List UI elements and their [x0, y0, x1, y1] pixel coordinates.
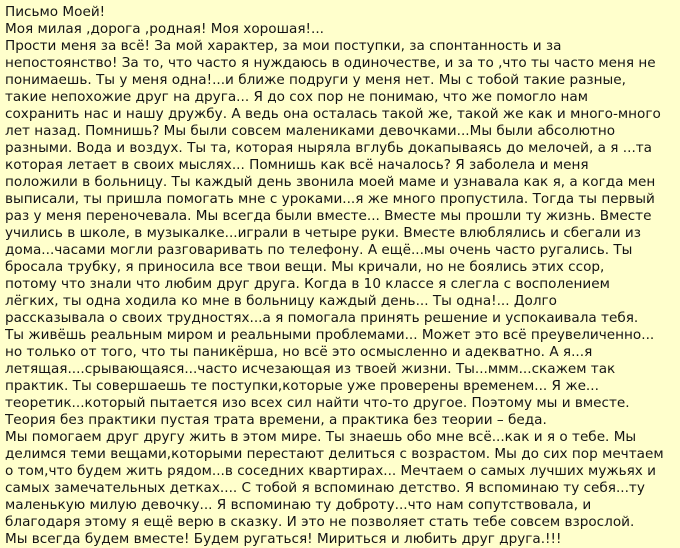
letter-line: практик. Ты совершаешь те поступки,которые уже проверены временем... Я же...: [5, 378, 599, 394]
letter-greeting: Моя милая ,дорога ,родная! Моя хорошая!...: [5, 21, 324, 37]
letter-line: о том,что будем жить рядом...в соседних квартирах... Мечтаем о самых лучших мужьях и: [5, 463, 656, 479]
letter-line: самых замечательных детках.... С тобой я вспоминаю детство. Я вспоминаю ту себя...ту: [5, 480, 645, 496]
letter-line: летящая....срывающаяся...часто исчезающая из твоей жизни. Ты...ммм...скажем так: [5, 361, 616, 377]
letter-line: Теория без практики пустая трата времени, а практика без теории – беда.: [5, 412, 547, 428]
letter-line: непостоянство! За то, что часто я нуждаюсь в одиночестве, и за то ,что ты часто меня не: [5, 55, 656, 71]
letter-line: разными. Вода и воздух. Ты та, которая ныряла вглубь докапываясь до мелочей, а я ...та: [5, 140, 653, 156]
letter-line: маленькую милую девочку... Я вспоминаю ту доброту...что нам сопутствовала, и: [5, 497, 592, 513]
letter-line: потому что знали что любим друг друга. Когда в 10 классе я слегла с восполением: [5, 276, 610, 292]
letter-line: раз у меня переночевала. Мы всегда были вместе... Вместе мы прошли ту жизнь. Вместе: [5, 208, 652, 224]
letter-line: но только от того, что ты паникёрша, но всё это осмысленно и адекватно. А я...я: [5, 344, 593, 360]
letter-line: такие непохожие друг на друга... Я до сох пор не понимаю, что же помогло нам: [5, 89, 588, 105]
letter-line: лет назад. Помнишь? Мы были совсем малениками девочками...Мы были абсолютно: [5, 123, 616, 139]
letter-closing-line: Мы всегда будем вместе! Будем ругаться! Мириться и любить друг друга.!!!: [5, 531, 562, 547]
letter-line: благодаря этому я ещё верю в сказку. И это не позволяет стать тебе совсем взрослой.: [5, 514, 635, 530]
letter-line: дома...часами могли разговаривать по телефону. А ещё...мы очень часто ругались. Ты: [5, 242, 633, 258]
letter-line: Мы помогаем друг другу жить в этом мире. Ты знаешь обо мне всё...как и я о тебе. Мы: [5, 429, 637, 445]
letter-line: выписали, ты пришла помогать мне с уроками...я же много пропустила. Тогда ты первый: [5, 191, 655, 207]
letter-line: теоретик...который пытается изо всех сил найти что-то другое. Поэтому мы и вместе.: [5, 395, 630, 411]
letter-line: бросала трубку, я приносила все твои вещи. Мы кричали, но не боялись этих ссор,: [5, 259, 605, 275]
letter-line: учились в школе, в музыкалке...играли в четыре руки. Вместе влюблялись и сбегали из: [5, 225, 641, 241]
letter-line: сохранить нас и нашу дружбу. А ведь она осталась такой же, такой же как и много-много: [5, 106, 661, 122]
letter-line: которая летает в своих мыслях... Помнишь как всё началось? Я заболела и меня: [5, 157, 589, 173]
letter-line: делимся теми вещами,которыми перестают делиться с возрастом. Мы до сих пор мечтаем: [5, 446, 664, 462]
letter-line: положили в больницу. Ты каждый день звонила моей маме и узнавала как я, а когда мен: [5, 174, 656, 190]
letter-line: Ты живёшь реальным миром и реальными проблемами... Может это всё преувеличенно...: [5, 327, 655, 343]
letter-line: лёгких, ты одна ходила ко мне в больницу каждый день... Ты одна!... Долго: [5, 293, 557, 309]
letter-title: Письмо Моей!: [5, 4, 106, 20]
letter-line: понимаешь. Ты у меня одна!...и ближе подруги у меня нет. Мы с тобой такие разные,: [5, 72, 626, 88]
letter-line: Прости меня за всё! За мой характер, за мои поступки, за спонтанность и за: [5, 38, 562, 54]
letter-line: рассказывала о своих трудностях...а я помогала принять решение и успокаивала тебя.: [5, 310, 639, 326]
